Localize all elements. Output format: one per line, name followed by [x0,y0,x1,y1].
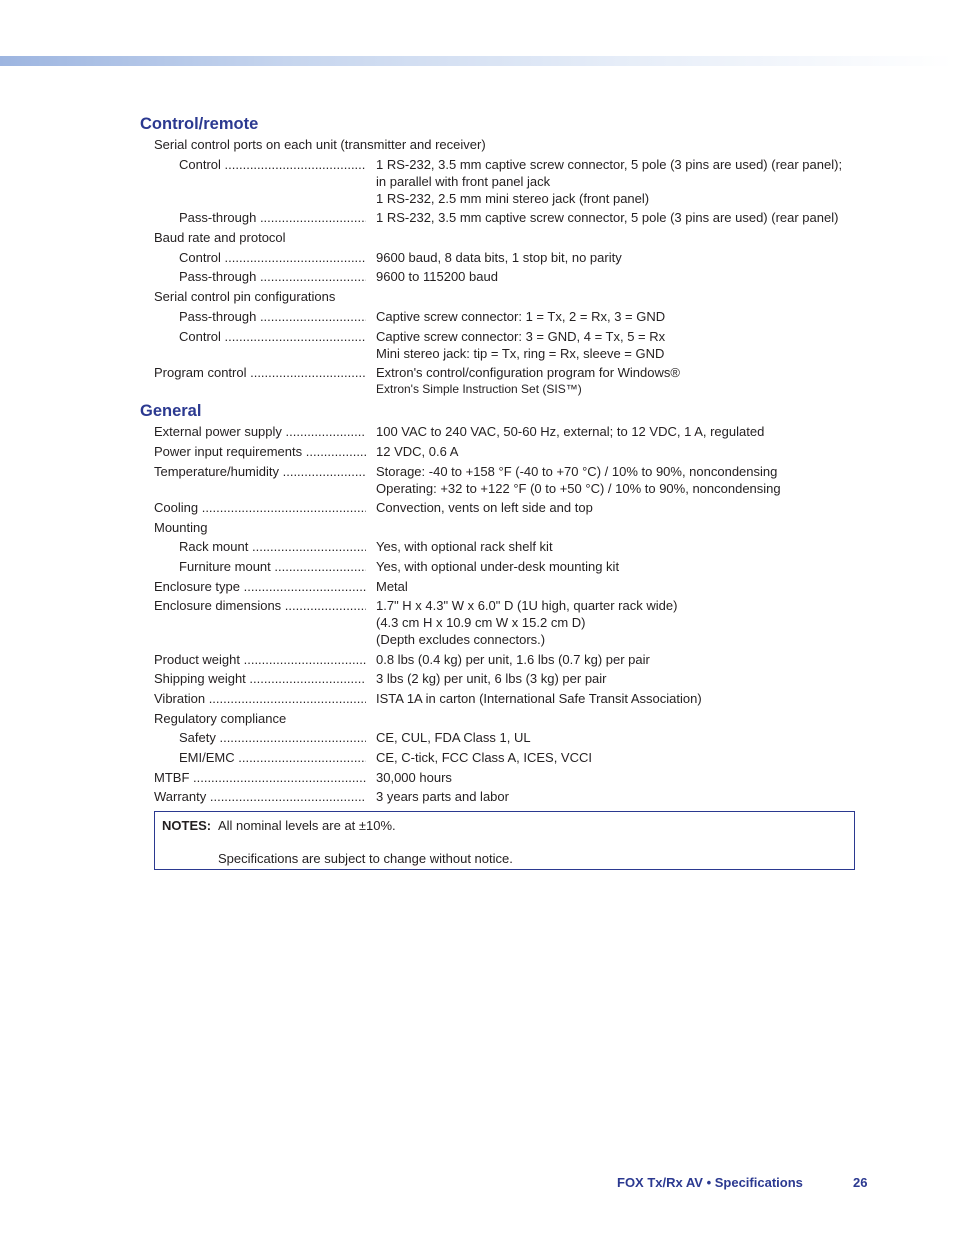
regulatory-label: Regulatory compliance [154,711,287,726]
spec-value: ISTA 1A in carton (International Safe Transit Association) [376,691,702,706]
spec-label: MTBF ..... [154,769,366,786]
spec-value: Metal [376,579,408,594]
spec-label: Pass-through ..... [179,209,366,226]
spec-value: Storage: -40 to +158 °F (-40 to +70 °C) / 10% to 90%, noncondensing Operating: +32 to +122 °F (0 to +50 °C) / 10% to 90%, noncondensing [376,464,781,496]
spec-value: Extron's control/configuration program for Windows® Extron's Simple Instruction Set (SIS™) [376,365,680,396]
spec-label: Warranty ..... [154,788,366,805]
spec-value: 3 years parts and labor [376,789,509,804]
pin-config-label: Serial control pin configurations [154,289,336,304]
spec-value: Yes, with optional rack shelf kit [376,539,553,554]
section-heading-control: Control/remote [140,115,259,133]
spec-value: 0.8 lbs (0.4 kg) per unit, 1.6 lbs (0.7 kg) per pair [376,652,650,667]
baud-label: Baud rate and protocol [154,230,286,245]
spec-label: Pass-through ..... [179,308,366,325]
spec-value: CE, C-tick, FCC Class A, ICES, VCCI [376,750,592,765]
spec-value: Convection, vents on left side and top [376,500,593,515]
spec-value: 12 VDC, 0.6 A [376,444,459,459]
spec-label: Control ..... [179,249,366,266]
spec-label: Temperature/humidity ..... [154,463,366,480]
spec-value: 9600 baud, 8 data bits, 1 stop bit, no parity [376,250,622,265]
spec-value: Yes, with optional under-desk mounting kit [376,559,620,574]
footer-title: FOX Tx/Rx AV • Specifications [617,1175,803,1190]
spec-label: Pass-through ..... [179,268,366,285]
spec-label: Enclosure dimensions ..... [154,597,366,614]
serial-ports-label: Serial control ports on each unit (transmitter and receiver) [154,137,486,152]
section-heading-general: General [140,402,202,420]
notes-line-2: Specifications are subject to change without notice. [218,851,513,866]
notes-box [154,811,855,870]
notes-line-1: All nominal levels are at ±10%. [218,818,396,833]
spec-value: 100 VAC to 240 VAC, 50-60 Hz, external; to 12 VDC, 1 A, regulated [376,424,765,439]
spec-value: 1.7" H x 4.3" W x 6.0" D (1U high, quarter rack wide) (4.3 cm H x 10.9 cm W x 15.2 cm D) (Depth excludes connectors.) [376,598,678,647]
spec-value: 1 RS-232, 3.5 mm captive screw connector, 5 pole (3 pins are used) (rear panel) [376,210,839,225]
spec-label: EMI/EMC ..... [179,749,366,766]
spec-label: Enclosure type ..... [154,578,366,595]
spec-value: Captive screw connector: 1 = Tx, 2 = Rx, 3 = GND [376,309,666,324]
spec-label: Safety ..... [179,729,366,746]
spec-value: 3 lbs (2 kg) per unit, 6 lbs (3 kg) per pair [376,671,607,686]
spec-label: Control ..... [179,156,366,173]
notes-label: NOTES: [162,818,212,833]
spec-value: CE, CUL, FDA Class 1, UL [376,730,531,745]
spec-label: Vibration ..... [154,690,366,707]
page-number: 26 [853,1175,868,1190]
spec-label: External power supply ..... [154,423,366,440]
spec-label: Cooling ..... [154,499,366,516]
spec-value: 9600 to 115200 baud [376,269,498,284]
spec-value: Captive screw connector: 3 = GND, 4 = Tx, 5 = Rx Mini stereo jack: tip = Tx, ring = Rx, sleeve = GND [376,329,666,361]
mounting-label: Mounting [154,520,208,535]
spec-label: Power input requirements ..... [154,443,366,460]
spec-value: 1 RS-232, 3.5 mm captive screw connector, 5 pole (3 pins are used) (rear panel); in parallel with front panel jack 1 RS-232, 2.5 mm mini stereo jack (front panel) [376,157,843,206]
spec-label: Rack mount ..... [179,538,366,555]
spec-label: Product weight ..... [154,651,366,668]
spec-label: Control ..... [179,328,366,345]
spec-value: 30,000 hours [376,770,452,785]
header-gradient-bar [0,56,954,66]
spec-label: Shipping weight ..... [154,670,366,687]
spec-label: Program control ..... [154,364,366,381]
spec-label: Furniture mount ..... [179,558,366,575]
